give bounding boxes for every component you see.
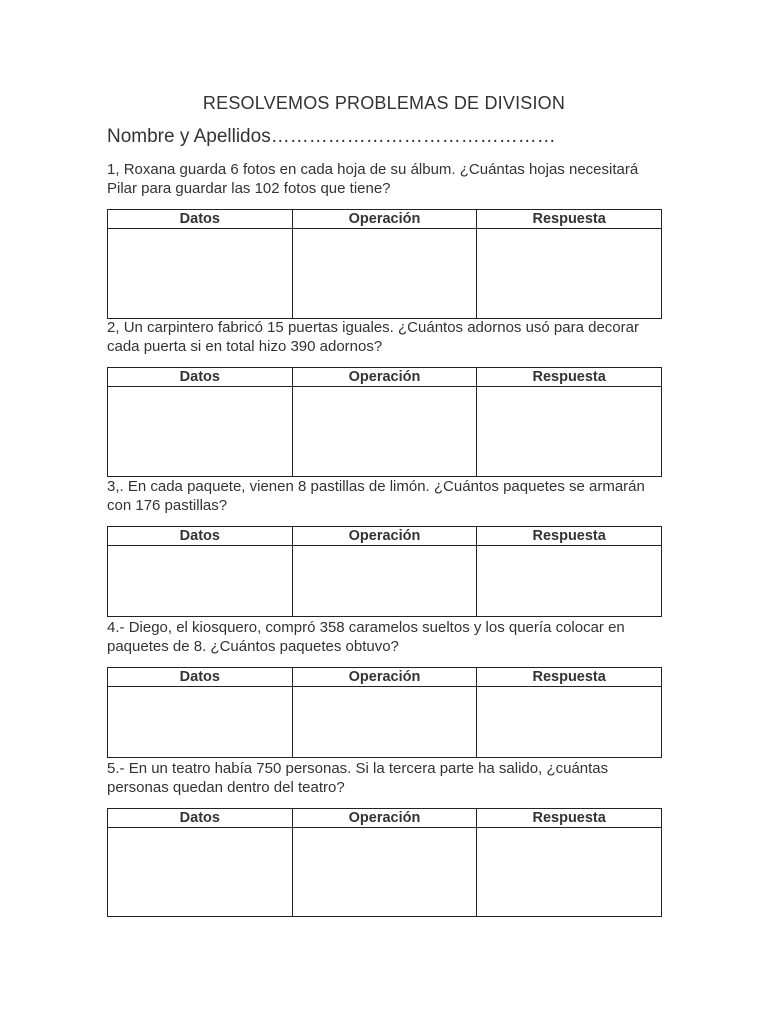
cell-datos[interactable] bbox=[108, 828, 293, 917]
header-respuesta: Respuesta bbox=[477, 668, 662, 687]
header-datos: Datos bbox=[108, 668, 293, 687]
problem-statement: Un carpintero fabricó 15 puertas iguales. ¿Cuántos adornos usó para decorar cada puerta si en total hizo 390 adornos? bbox=[107, 319, 639, 355]
cell-datos[interactable] bbox=[108, 687, 293, 758]
cell-operacion[interactable] bbox=[292, 229, 477, 319]
header-datos: Datos bbox=[108, 809, 293, 828]
cell-operacion[interactable] bbox=[292, 687, 477, 758]
name-field-line: Nombre y Apellidos……………………………………… bbox=[107, 126, 556, 147]
header-operacion: Operación bbox=[292, 527, 477, 546]
cell-datos[interactable] bbox=[108, 229, 293, 319]
cell-respuesta[interactable] bbox=[477, 546, 662, 617]
header-datos: Datos bbox=[108, 368, 293, 387]
cell-operacion[interactable] bbox=[292, 546, 477, 617]
header-datos: Datos bbox=[108, 210, 293, 229]
header-operacion: Operación bbox=[292, 809, 477, 828]
cell-datos[interactable] bbox=[108, 387, 293, 477]
header-respuesta: Respuesta bbox=[477, 527, 662, 546]
problem-statement: En un teatro había 750 personas. Si la tercera parte ha salido, ¿cuántas personas quedan dentro del teatro? bbox=[107, 760, 609, 796]
cell-respuesta[interactable] bbox=[477, 387, 662, 477]
header-operacion: Operación bbox=[292, 210, 477, 229]
problem-statement: Roxana guarda 6 fotos en cada hoja de su álbum. ¿Cuántas hojas necesitará Pilar para guardar las 102 fotos que tiene? bbox=[107, 161, 639, 197]
problem-number: 3,. bbox=[107, 478, 124, 495]
cell-respuesta[interactable] bbox=[477, 229, 662, 319]
header-operacion: Operación bbox=[292, 668, 477, 687]
answer-table-4 bbox=[107, 667, 662, 758]
problem-4 bbox=[107, 618, 667, 656]
header-operacion: Operación bbox=[292, 368, 477, 387]
cell-datos[interactable] bbox=[108, 546, 293, 617]
problem-number: 5.- bbox=[107, 760, 125, 777]
problem-2 bbox=[107, 318, 667, 356]
header-respuesta: Respuesta bbox=[477, 210, 662, 229]
answer-table-5 bbox=[107, 808, 662, 917]
cell-operacion[interactable] bbox=[292, 387, 477, 477]
answer-table-3 bbox=[107, 526, 662, 617]
problem-3 bbox=[107, 477, 667, 515]
problem-statement: Diego, el kiosquero, compró 358 caramelos sueltos y los quería colocar en paquetes de 8. ¿Cuántos paquetes obtuvo? bbox=[107, 619, 625, 655]
problem-number: 4.- bbox=[107, 619, 125, 636]
cell-operacion[interactable] bbox=[292, 828, 477, 917]
header-respuesta: Respuesta bbox=[477, 809, 662, 828]
problem-number: 2, bbox=[107, 319, 120, 336]
cell-respuesta[interactable] bbox=[477, 828, 662, 917]
header-datos: Datos bbox=[108, 527, 293, 546]
problem-5 bbox=[107, 759, 667, 797]
page-title: RESOLVEMOS PROBLEMAS DE DIVISION bbox=[202, 93, 566, 113]
problem-1 bbox=[107, 160, 667, 198]
answer-table-2 bbox=[107, 367, 662, 477]
problem-statement: En cada paquete, vienen 8 pastillas de limón. ¿Cuántos paquetes se armarán con 176 pastillas? bbox=[107, 478, 645, 514]
header-respuesta: Respuesta bbox=[477, 368, 662, 387]
problem-number: 1, bbox=[107, 161, 120, 178]
answer-table-1 bbox=[107, 209, 662, 319]
cell-respuesta[interactable] bbox=[477, 687, 662, 758]
